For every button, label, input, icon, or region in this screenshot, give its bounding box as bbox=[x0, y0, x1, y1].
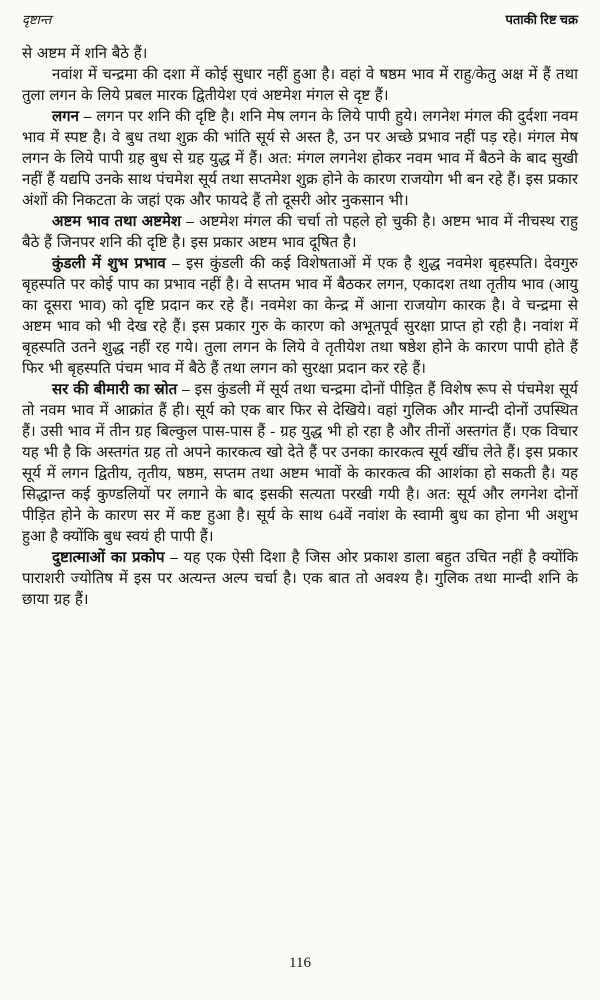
running-header-right: पताकी रिष्ट चक्र bbox=[505, 12, 578, 27]
paragraph-lead: दुष्टात्माओं का प्रकोप – bbox=[52, 550, 184, 566]
paragraph bbox=[22, 212, 578, 254]
page-number: 116 bbox=[289, 955, 311, 971]
body-text bbox=[22, 44, 578, 611]
paragraph-text: यह एक ऐसी दिशा है जिस ओर प्रकाश डाला बहुत उचित नहीं है क्योंकि पाराशरी ज्योतिष में इस पर अत्यन्त अल्प चर्चा है। एक बात तो अवश्य है। गुलिक तथा मान्दी शनि के छाया ग्रह हैं। bbox=[22, 550, 578, 608]
paragraph-lead: अष्टम भाव तथा अष्टमेश – bbox=[52, 214, 200, 230]
paragraph bbox=[22, 65, 578, 107]
paragraph bbox=[22, 44, 578, 65]
paragraph bbox=[22, 548, 578, 611]
running-header-left: दृष्टान्त bbox=[22, 12, 52, 27]
paragraph bbox=[22, 380, 578, 548]
paragraph-text: से अष्टम में शनि बैठे हैं। bbox=[22, 46, 148, 62]
paragraph bbox=[22, 107, 578, 212]
paragraph-text: लगन पर शनि की दृष्टि है। शनि मेष लगन के लिये पापी हुये। लगनेश मंगल की दुर्दशा नवम भाव में स्पष्ट है। वे बुध तथा शुक्र की भांति सूर्य से अस्त है, उन पर अच्छे प्रभाव नहीं पड़ रहे। मंगल मेष लगन के लिये पापी ग्रह बुध से ग्रह युद्ध में हैं। अत: मंगल लगनेश होकर नवम भाव में बैठने के बाद सुखी नहीं हैं यद्यपि उनके साथ पंचमेश सूर्य तथा सप्तमेश शुक्र होने के कारण राजयोग भी बन रहे हैं। इस प्रकार अंशों की निकटता के जहां एक और फायदे हैं तो दूसरी ओर नुकसान भी। bbox=[22, 109, 578, 209]
running-header bbox=[22, 10, 578, 28]
paragraph bbox=[22, 254, 578, 380]
paragraph-text: इस कुंडली में सूर्य तथा चन्द्रमा दोनों पीड़ित हैं विशेष रूप से पंचमेश सूर्य तो नवम भाव में आक्रांत हैं ही। सूर्य को एक बार फिर से देखिये। वहां गुलिक और मान्दी दोनों उपस्थित हैं। उसी भाव में तीन ग्रह बिल्कुल पास-पास हैं - ग्रह युद्ध भी हो रहा है और तीनों अस्तगंत हैं। एक विचार यह भी है कि अस्तगंत ग्रह तो अपने कारकत्व खो देते हैं पर उनका कारकत्व सूर्य खींच लेते हैं। इस प्रकार सूर्य में लगन द्वितीय, तृतीय, षष्ठम, सप्तम तथा अष्टम भावों के कारकत्व की आशंका हो सकती है। यह सिद्धान्त कई कुण्डलियों पर लगाने के बाद इसकी सत्यता परखी गयी है। अत: सूर्य और लगनेश दोनों पीड़ित होने के कारण सर में कष्ट हुआ है। सूर्य के साथ 64वें नवांश के स्वामी बुध का होना भी अशुभ हुआ है क्योंकि बुध स्वयं ही पापी हैं। bbox=[22, 382, 578, 545]
paragraph-lead: सर की बीमारी का स्रोत – bbox=[52, 382, 195, 398]
paragraph-text: अष्टमेश मंगल की चर्चा तो पहले हो चुकी है। अष्टम भाव में नीचस्थ राहु बैठे हैं जिनपर शनि की दृष्टि है। इस प्रकार अष्टम भाव दूषित है। bbox=[22, 214, 579, 251]
paragraph-lead: कुंडली में शुभ प्रभाव – bbox=[52, 256, 187, 272]
page-footer bbox=[0, 955, 600, 972]
paragraph-text: इस कुंडली की कई विशेषताओं में एक है शुद्ध नवमेश बृहस्पति। देवगुरु बृहस्पति पर कोई पाप का प्रभाव नहीं है। वे सप्तम भाव में बैठकर लगन, एकादश तथा तृतीय भाव (आयु का दूसरा भाव) को दृष्टि प्रदान कर रहे हैं। नवमेश का केन्द्र में आना राजयोग कारक है। वे चन्द्रमा से अष्टम भाव को भी देख रहे हैं। इस प्रकार गुरु के कारण को अभूतपूर्व सुरक्षा प्राप्त हो रही है। नवांश में बृहस्पति उतने शुद्ध नहीं रह गये। तुला लगन के लिये वे तृतीयेश तथा षष्ठेश होने के कारण पापी होते हैं फिर भी बृहस्पति पंचम भाव में बैठे हैं तथा लगन को सुरक्षा प्रदान कर रहे हैं। bbox=[22, 256, 578, 377]
paragraph-text: नवांश में चन्द्रमा की दशा में कोई सुधार नहीं हुआ है। वहां वे षष्ठम भाव में राहु/केतु अक्ष में हैं तथा तुला लगन के लिये प्रबल मारक द्वितीयेश एवं अष्टमेश मंगल से दृष्ट हैं। bbox=[22, 67, 578, 104]
paragraph-lead: लगन – bbox=[52, 109, 97, 125]
